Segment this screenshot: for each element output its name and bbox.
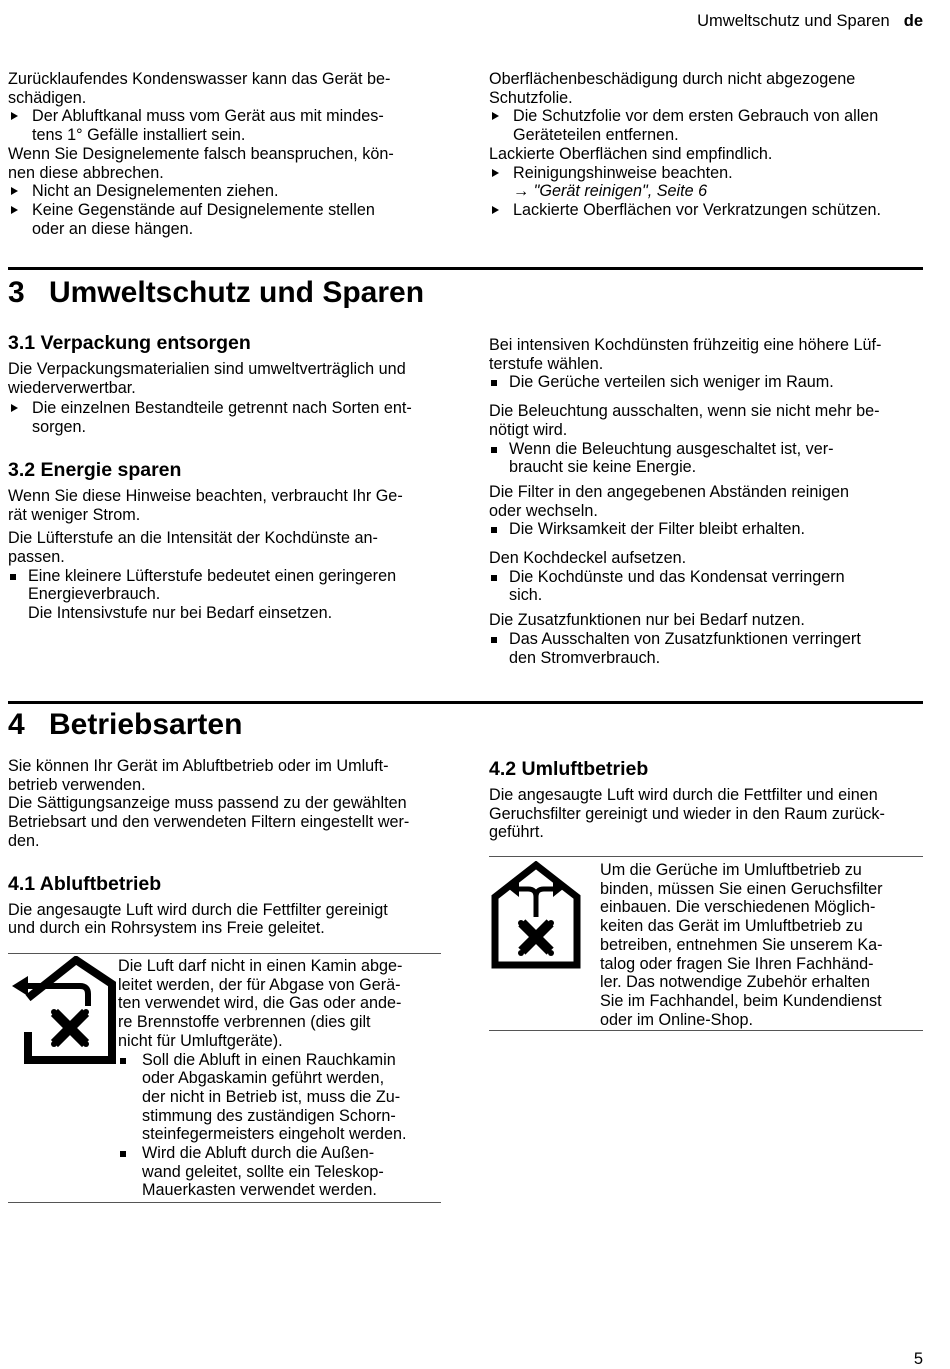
warning-protective-film: Oberflächenbeschädigung durch nicht abgezogene Schutzfolie. <box>489 70 856 107</box>
list-item: Der Abluftkanal muss vom Gerät aus mit mindes- tens 1° Gefälle installiert sein. <box>8 107 442 144</box>
warning-painted-surfaces: Lackierte Oberflächen sind empfindlich. <box>489 144 773 163</box>
list-item: Lackierte Oberflächen vor Verkratzungen schützen. <box>489 201 925 220</box>
list-item: Keine Gegenstände auf Designelemente stellen oder an diese hängen. <box>8 201 442 238</box>
bullet-item: Die Gerüche verteilen sich weniger im Raum. <box>489 373 925 392</box>
paragraph: Die Lüfterstufe an die Intensität der Kochdünste an- passen. <box>8 529 378 566</box>
note-box-recirculation <box>489 856 923 1031</box>
chapter-number: 4 <box>8 708 25 741</box>
section-divider <box>8 701 923 704</box>
note-text <box>118 957 438 1200</box>
section3-right-column <box>489 336 925 667</box>
paragraph: Bei intensiven Kochdünsten frühzeitig eine höhere Lüf- terstufe wählen. <box>489 336 882 373</box>
bullet-item: Das Ausschalten von Zusatzfunktionen verringert den Stromverbrauch. <box>489 630 925 667</box>
paragraph: Wenn Sie diese Hinweise beachten, verbraucht Ihr Ge- rät weniger Strom. <box>8 486 403 524</box>
chapter-number: 3 <box>8 276 25 309</box>
recirculation-house-icon <box>491 861 581 969</box>
cross-reference-link[interactable]: → "Gerät reinigen", Seite 6 <box>513 182 708 201</box>
section-heading-4-1: 4.1 Abluftbetrieb <box>8 872 162 895</box>
note-text <box>600 861 920 1029</box>
bullet-item: Wenn die Beleuchtung ausgeschaltet ist, ver- braucht sie keine Energie. <box>489 440 925 477</box>
running-header <box>697 12 923 31</box>
section-heading-3-2: 3.2 Energie sparen <box>8 458 182 481</box>
paragraph: Sie können Ihr Gerät im Abluftbetrieb oder im Umluft- betrieb verwenden. Die Sättigungsanzeige muss passend zu der gewählten Betriebsart und den verwendeten Filtern eingestellt wer- den. <box>8 757 410 850</box>
chapter-heading-3 <box>8 276 424 310</box>
bullet-item: Wird die Abluft durch die Außen- wand geleitet, sollte ein Teleskop- Mauerkasten verwendet werden. <box>118 1144 438 1200</box>
paragraph: Die Filter in den angegebenen Abständen reinigen oder wechseln. <box>489 482 849 520</box>
bullet-item: Eine kleinere Lüfterstufe bedeutet einen geringeren Energieverbrauch. Die Intensivstufe nur bei Bedarf einsetzen. <box>8 567 442 623</box>
paragraph: Die angesaugte Luft wird durch die Fettfilter und einen Geruchsfilter gereinigt und wieder in den Raum zurück- geführt. <box>489 786 885 842</box>
paragraph: Die Luft darf nicht in einen Kamin abge- leitet werden, der für Abgase von Gerä- ten verwendet wird, die Gas oder ande- re Brennstoffe verbrennen (dies gilt nicht für Umluftgeräte). <box>118 957 403 1050</box>
chapter-title: Umweltschutz und Sparen <box>49 276 425 309</box>
top-left-column <box>8 70 442 238</box>
page-number: 5 <box>913 1350 923 1368</box>
bullet-item: Die Kochdünste und das Kondensat verringern sich. <box>489 568 925 605</box>
bullet-item: Soll die Abluft in einen Rauchkamin oder Abgaskamin geführt werden, der nicht in Betrieb ist, muss die Zu- stimmung des zuständigen Schorn- steinfegermeisters eingeholt werden. <box>118 1051 438 1145</box>
top-right-column <box>489 70 925 220</box>
list-item: Reinigungshinweise beachten. <box>489 164 925 183</box>
section4-left-column <box>8 757 442 938</box>
section4-right-column <box>489 758 925 842</box>
section-heading-4-2: 4.2 Umluftbetrieb <box>489 758 649 780</box>
chapter-heading-4 <box>8 708 242 742</box>
paragraph: Die Beleuchtung ausschalten, wenn sie nicht mehr be- nötigt wird. <box>489 402 880 439</box>
section-heading-3-1: 3.1 Verpackung entsorgen <box>8 332 251 354</box>
paragraph: Den Kochdeckel aufsetzen. <box>489 549 687 568</box>
bullet-item: Die Wirksamkeit der Filter bleibt erhalten. <box>489 520 925 539</box>
warning-design-elements: Wenn Sie Designelemente falsch beanspruchen, kön- nen diese abbrechen. <box>8 144 394 182</box>
list-item: Nicht an Designelementen ziehen. <box>8 182 442 201</box>
paragraph: Die Zusatzfunktionen nur bei Bedarf nutzen. <box>489 611 805 630</box>
paragraph: Die Verpackungsmaterialien sind umweltverträglich und wiederverwertbar. <box>8 360 406 397</box>
section3-left-column <box>8 332 442 623</box>
language-code: de <box>903 12 923 30</box>
exhaust-house-icon <box>10 956 118 1066</box>
list-item: Die einzelnen Bestandteile getrennt nach Sorten ent- sorgen. <box>8 399 442 436</box>
paragraph: Die angesaugte Luft wird durch die Fettfilter gereinigt und durch ein Rohrsystem ins Freie geleitet. <box>8 900 388 938</box>
section-divider <box>8 267 923 270</box>
list-item: Die Schutzfolie vor dem ersten Gebrauch von allen Geräteteilen entfernen. <box>489 107 925 144</box>
warning-condensate: Zurücklaufendes Kondenswasser kann das Gerät be- schädigen. <box>8 70 391 107</box>
chapter-title: Betriebsarten <box>49 708 243 741</box>
paragraph: Um die Gerüche im Umluftbetrieb zu binden, müssen Sie einen Geruchsfilter einbauen. Die verschiedenen Möglich- keiten das Gerät im Umluftbetrieb zu betreiben, entnehmen Sie unserem Ka- talog oder fragen Sie Ihren Fachhänd- ler. Das notwendige Zubehör erhalten Sie im Fachhandel, beim Kundendienst oder im Online-Shop. <box>600 861 883 1029</box>
header-title: Umweltschutz und Sparen <box>697 12 890 30</box>
note-box-exhaust <box>8 953 441 1203</box>
